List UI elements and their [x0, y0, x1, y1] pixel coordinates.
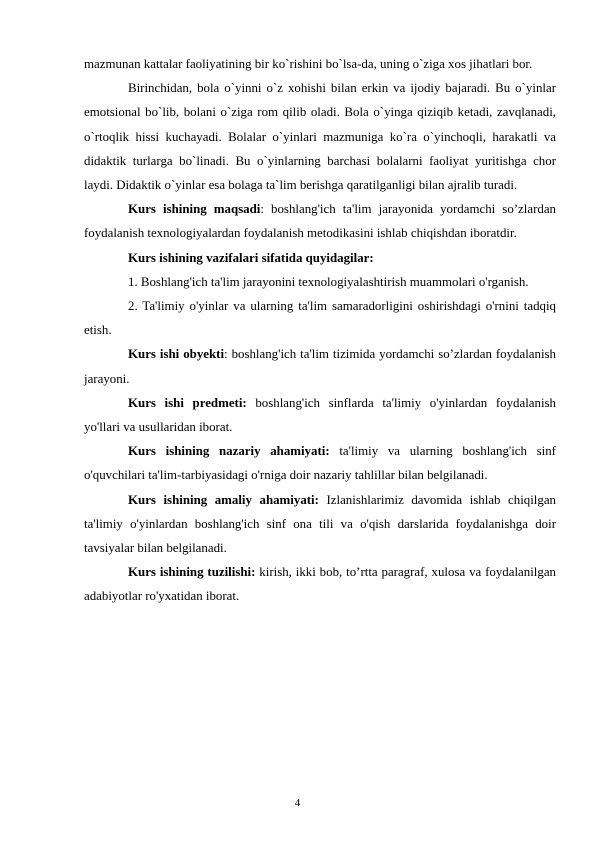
paragraph-0 — [84, 52, 556, 76]
paragraph-3 — [84, 246, 556, 270]
paragraph-text: mazmunan kattalar faoliyatining bir ko`rishini bo`lsa-da, uning o`ziga xos jihatlari bor. — [84, 57, 533, 71]
bold-heading-text: Kurs ishining tuzilishi: — [128, 565, 256, 580]
paragraph-10 — [84, 560, 556, 608]
paragraph-text: Izlanishlarimiz davomida ishlab chiqilgan ta'limiy o'yinlardan boshlang'ich sinf ona tili va o'qish darslarida foydalanishga doir tavsiyalar bilan belgilanadi. — [84, 492, 556, 556]
paragraph-text: kirish, ikki bob, to’rtta paragraf, xulosa va foydalanilgan adabiyotlar ro'yxatidan iborat. — [84, 565, 556, 604]
paragraph-text: boshlang'ich sinflarda ta'limiy o'yinlardan foydalanish yo'llari va usullaridan iborat. — [84, 395, 556, 435]
paragraph-1 — [84, 76, 556, 197]
paragraph-text: 1. Boshlang'ich ta'lim jarayonini texnologiyalashtirish muammolari o'rganish. — [128, 274, 529, 289]
paragraph-8 — [84, 439, 556, 487]
paragraph-text: 2. Ta'limiy o'yinlar va ularning ta'lim samaradorligini oshirishdagi o'rnini tadqiq etish. — [84, 299, 556, 338]
bold-heading-text: Kurs ishi predmeti: — [128, 395, 247, 410]
bold-heading-text: Kurs ishining vazifalari sifatida quyidagilar: — [128, 250, 374, 265]
paragraph-text: Birinchidan, bola o`yinni o`z xohishi bilan erkin va ijodiy bajaradi. Bu o`yinlar emotsional bo`lib, bolani o`ziga rom qilib oladi. Bola o`yinga qiziqib ketadi, zavqlanadi, o`rtoqlik hissi kuchayadi. Bolalar o`yinlari mazmuniga ko`ra o`yinchoqli, harakatli va didaktik turlarga bo`linadi. Bu o`yinlarning barchasi bolalarni faoliyat yuritishga chor laydi. Didaktik o`yinlar esa bolaga ta`lim berishga qaratilganligi bilan ajralib turadi. — [84, 81, 556, 193]
paragraph-text: : boshlang'ich ta'lim jarayonida yordamchi so’zlardan foydalanish texnologiyalardan foydalanish metodikasini ishlab chiqishdan iboratdir. — [84, 202, 556, 241]
body-text — [84, 52, 556, 609]
paragraph-5 — [84, 294, 556, 342]
bold-heading-text: Kurs ishining maqsadi — [128, 202, 261, 217]
paragraph-7 — [84, 391, 556, 439]
paragraph-4 — [84, 270, 556, 294]
page-number: 4 — [294, 797, 301, 809]
bold-heading-text: Kurs ishi obyekti — [128, 347, 225, 362]
bold-heading-text: Kurs ishining nazariy ahamiyati: — [128, 444, 330, 459]
paragraph-9 — [84, 488, 556, 561]
bold-heading-text: Kurs ishining amaliy ahamiyati: — [128, 492, 319, 507]
paragraph-6 — [84, 342, 556, 390]
paragraph-text: ta'limiy va ularning boshlang'ich sinf o'quvchilari ta'lim-tarbiyasidagi o'rniga doir nazariy tahlillar bilan belgilanadi. — [84, 444, 556, 483]
paragraph-text: : boshlang'ich ta'lim tizimida yordamchi so’zlardan foydalanish jarayoni. — [84, 347, 556, 386]
paragraph-2 — [84, 197, 556, 245]
